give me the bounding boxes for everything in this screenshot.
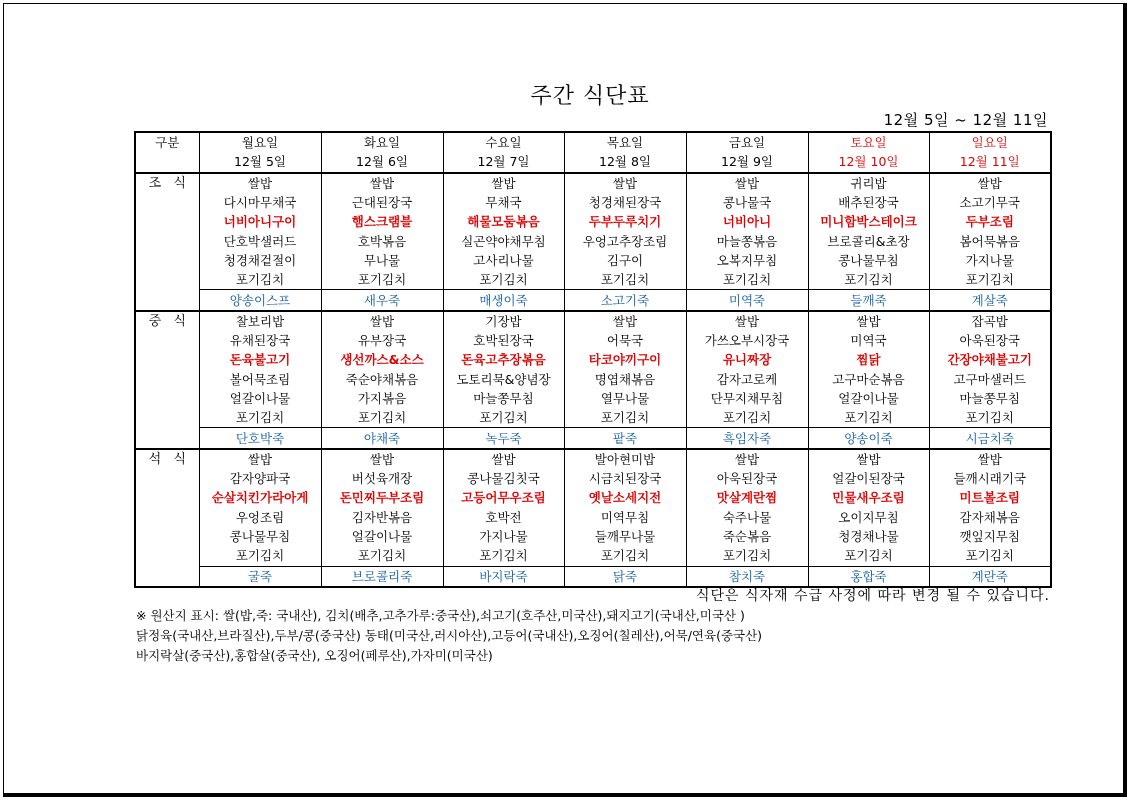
menu-item: 얼갈이나물 [808,389,929,408]
menu-item: 숙주나물 [686,508,808,527]
menu-item: 단무지채무침 [686,389,808,408]
porridge-item: 흑임자죽 [686,428,808,449]
menu-item: 쌀밥 [686,449,808,469]
menu-item: 얼갈이나물 [199,389,321,408]
porridge-item: 굴죽 [199,566,321,587]
menu-item: 우엉고추장조림 [564,231,686,250]
menu-item: 쌀밥 [929,173,1051,193]
day-name: 목요일 [564,132,686,152]
header-days-row [135,132,1051,152]
menu-item: 포기김치 [808,270,929,290]
menu-row [135,251,1051,270]
menu-item: 배추된장국 [808,193,929,212]
menu-item: 버섯육개장 [321,469,443,488]
menu-item: 쌀밥 [808,449,929,469]
menu-item: 콩나물김칫국 [443,469,564,488]
menu-item: 우엉조림 [199,508,321,527]
menu-item: 쌀밥 [808,311,929,331]
menu-item: 깻잎지무침 [929,527,1051,546]
menu-item: 쌀밥 [564,173,686,193]
menu-item: 두부조림 [929,212,1051,231]
menu-item: 볼어묵조림 [199,370,321,389]
menu-item: 포기김치 [199,408,321,428]
origin-line-2: 닭정육(국내산,브라질산),두부/콩(중국산) 동태(미국산,러시아산),고등어(국내산),오징어(칠레산),어묵/연육(중국산) [136,628,763,643]
menu-item: 고구마샐러드 [929,370,1051,389]
day-date: 12월 11일 [929,152,1051,172]
header-dates-row [135,152,1051,172]
meal-label: 조 식 [135,173,199,311]
porridge-item: 시금치죽 [929,428,1051,449]
day-date: 12월 6일 [321,152,443,172]
menu-item: 쌀밥 [564,311,686,331]
menu-item: 타코야끼구이 [564,350,686,369]
menu-item: 돈민찌두부조림 [321,488,443,507]
day-date: 12월 7일 [443,152,564,172]
menu-item: 쌀밥 [321,449,443,469]
menu-item: 아욱된장국 [929,331,1051,350]
menu-table [134,131,1052,588]
menu-item: 청경채된장국 [564,193,686,212]
menu-item: 무채국 [443,193,564,212]
porridge-item: 들깨죽 [808,290,929,311]
menu-item: 고구마순볶음 [808,370,929,389]
menu-item: 들깨무나물 [564,527,686,546]
day-date: 12월 8일 [564,152,686,172]
menu-item: 포기김치 [808,546,929,566]
change-notice: 식단은 식자재 수급 사정에 따라 변경 될 수 있습니다. [695,588,1050,604]
meal-label: 석 식 [135,449,199,587]
menu-item: 포기김치 [443,270,564,290]
menu-item: 포기김치 [686,270,808,290]
menu-row [135,546,1051,566]
menu-item: 가지나물 [443,527,564,546]
menu-item: 포기김치 [321,546,443,566]
menu-row [135,389,1051,408]
menu-item: 호박된장국 [443,331,564,350]
menu-item: 맛살계란찜 [686,488,808,507]
menu-item: 쌀밥 [443,173,564,193]
menu-item: 호박볶음 [321,231,443,250]
menu-item: 아욱된장국 [686,469,808,488]
menu-item: 얼갈이된장국 [808,469,929,488]
menu-item: 브로콜리&초장 [808,231,929,250]
menu-item: 죽순야채볶음 [321,370,443,389]
menu-item: 오이지무침 [808,508,929,527]
menu-item: 포기김치 [564,546,686,566]
menu-item: 감자채볶음 [929,508,1051,527]
porridge-row [135,566,1051,587]
menu-item: 포기김치 [199,546,321,566]
menu-item: 햄스크램블 [321,212,443,231]
menu-item: 간장야채불고기 [929,350,1051,369]
menu-row [135,331,1051,350]
day-date: 12월 5일 [199,152,321,172]
menu-item: 봄어묵볶음 [929,231,1051,250]
menu-item: 잡곡밥 [929,311,1051,331]
menu-item: 포기김치 [321,408,443,428]
page-title: 주간 식단표 [530,84,650,109]
menu-item: 유니짜장 [686,350,808,369]
menu-item: 마늘쫑무침 [929,389,1051,408]
menu-item: 옛날소세지전 [564,488,686,507]
menu-item: 민물새우조림 [808,488,929,507]
menu-item: 쌀밥 [199,449,321,469]
menu-row [135,173,1051,193]
porridge-item: 계살죽 [929,290,1051,311]
porridge-item: 새우죽 [321,290,443,311]
day-date: 12월 10일 [808,152,929,172]
menu-item: 근대된장국 [321,193,443,212]
menu-item: 단호박샐러드 [199,231,321,250]
menu-item: 돈육불고기 [199,350,321,369]
menu-item: 포기김치 [808,408,929,428]
menu-item: 가지나물 [929,251,1051,270]
menu-item: 포기김치 [686,546,808,566]
menu-item: 유채된장국 [199,331,321,350]
menu-item: 유부장국 [321,331,443,350]
menu-row [135,193,1051,212]
menu-item: 너비아니 [686,212,808,231]
menu-item: 기장밥 [443,311,564,331]
day-name: 일요일 [929,132,1051,152]
porridge-item: 매생이죽 [443,290,564,311]
origin-line-1: ※ 원산지 표시: 쌀(밥,죽: 국내산), 김치(배추,고추가루:중국산),쇠고기(호주산,미국산),돼지고기(국내산,미국산 ) [136,608,745,623]
menu-row [135,350,1051,369]
menu-item: 콩나물무침 [808,251,929,270]
menu-item: 돈육고추장볶음 [443,350,564,369]
menu-item: 쌀밥 [929,449,1051,469]
menu-row [135,508,1051,527]
day-name: 월요일 [199,132,321,152]
menu-item: 포기김치 [686,408,808,428]
menu-item: 청경채나물 [808,527,929,546]
menu-row [135,469,1051,488]
menu-item: 쌀밥 [321,173,443,193]
menu-item: 미니함박스테이크 [808,212,929,231]
porridge-item: 양송이죽 [808,428,929,449]
porridge-item: 홍합죽 [808,566,929,587]
menu-item: 실곤약야채무침 [443,231,564,250]
menu-item: 마늘쫑무침 [443,389,564,408]
menu-item: 소고기무국 [929,193,1051,212]
menu-item: 포기김치 [199,270,321,290]
porridge-row [135,290,1051,311]
menu-item: 너비아니구이 [199,212,321,231]
menu-item: 열무나물 [564,389,686,408]
menu-item: 쌀밥 [199,173,321,193]
day-date: 12월 9일 [686,152,808,172]
porridge-item: 야채죽 [321,428,443,449]
origin-line-3: 바지락살(중국산),홍합살(중국산), 오징어(페루산),가자미(미국산) [136,648,493,663]
meal-label: 중 식 [135,311,199,449]
menu-item: 고사리나물 [443,251,564,270]
porridge-item: 참치죽 [686,566,808,587]
day-name: 토요일 [808,132,929,152]
porridge-item: 바지락죽 [443,566,564,587]
porridge-item: 계란죽 [929,566,1051,587]
menu-row [135,270,1051,290]
menu-item: 오복지무침 [686,251,808,270]
menu-item: 콩나물무침 [199,527,321,546]
menu-item: 미역무침 [564,508,686,527]
menu-item: 명엽채볶음 [564,370,686,389]
day-name: 화요일 [321,132,443,152]
porridge-item: 닭죽 [564,566,686,587]
menu-item: 콩나물국 [686,193,808,212]
menu-row [135,311,1051,331]
menu-row [135,231,1051,250]
menu-item: 순살치킨가라아게 [199,488,321,507]
day-name: 금요일 [686,132,808,152]
menu-item: 미역국 [808,331,929,350]
menu-item: 도토리묵&양념장 [443,370,564,389]
menu-item: 귀리밥 [808,173,929,193]
menu-item: 포기김치 [929,546,1051,566]
menu-item: 포기김치 [564,270,686,290]
date-range: 12월 5일 ~ 12월 11일 [883,111,1048,129]
day-name: 수요일 [443,132,564,152]
menu-item: 감자양파국 [199,469,321,488]
menu-item: 포기김치 [929,270,1051,290]
porridge-item: 양송이스프 [199,290,321,311]
porridge-item: 단호박죽 [199,428,321,449]
menu-item: 감자고로케 [686,370,808,389]
menu-item: 두부두루치기 [564,212,686,231]
menu-item: 다시마무채국 [199,193,321,212]
menu-item: 쌀밥 [686,311,808,331]
menu-item: 호박전 [443,508,564,527]
menu-item: 가쓰오부시장국 [686,331,808,350]
menu-item: 들깨시래기국 [929,469,1051,488]
header-label: 구분 [135,132,199,173]
porridge-row [135,428,1051,449]
menu-item: 김구이 [564,251,686,270]
menu-item: 쌀밥 [443,449,564,469]
porridge-item: 녹두죽 [443,428,564,449]
menu-item: 포기김치 [443,408,564,428]
menu-item: 포기김치 [443,546,564,566]
menu-item: 죽순볶음 [686,527,808,546]
menu-item: 어묵국 [564,331,686,350]
menu-item: 생선까스&소스 [321,350,443,369]
menu-item: 해물모둠볶음 [443,212,564,231]
porridge-item: 팥죽 [564,428,686,449]
menu-item: 찜닭 [808,350,929,369]
menu-row [135,408,1051,428]
porridge-item: 브로콜리죽 [321,566,443,587]
menu-row [135,212,1051,231]
menu-item: 포기김치 [321,270,443,290]
menu-item: 쌀밥 [321,311,443,331]
porridge-item: 미역죽 [686,290,808,311]
menu-item: 미트볼조림 [929,488,1051,507]
porridge-item: 소고기죽 [564,290,686,311]
menu-item: 김자반볶음 [321,508,443,527]
menu-item: 포기김치 [929,408,1051,428]
menu-item: 발아현미밥 [564,449,686,469]
menu-item: 시금치된장국 [564,469,686,488]
menu-row [135,488,1051,507]
menu-row [135,370,1051,389]
menu-item: 고등어무우조림 [443,488,564,507]
menu-item: 청경채겉절이 [199,251,321,270]
menu-item: 무나물 [321,251,443,270]
menu-row [135,527,1051,546]
menu-item: 가지볶음 [321,389,443,408]
menu-item: 찰보리밥 [199,311,321,331]
menu-item: 포기김치 [564,408,686,428]
menu-item: 얼갈이나물 [321,527,443,546]
menu-item: 쌀밥 [686,173,808,193]
menu-item: 마늘쫑볶음 [686,231,808,250]
menu-row [135,449,1051,469]
